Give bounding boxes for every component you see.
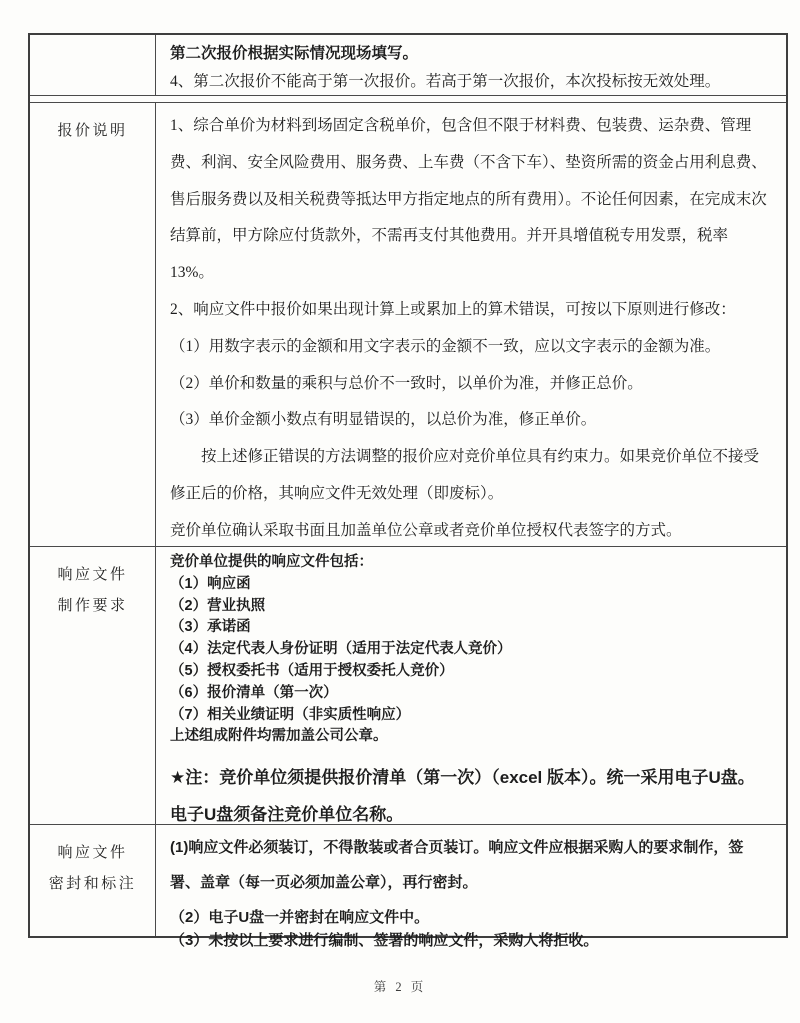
- quotation-notes-content-cell: [156, 103, 786, 546]
- doc-list-intro: 竞价单位提供的响应文件包括：: [170, 554, 373, 570]
- paragraph-unit-price: 1、综合单价为材料到场固定含税单价，包含但不限于材料费、包装费、运杂费、管理费、利润、安全风险费用、服务费、上车费（不含下车）、垫资所需的资金占用利息费、售后服务费以及相关税费等抵达甲方指定地点的所有费用）。不论任何因素，在完成末次结算前，甲方除应付货款外，不需再支付其他费用。并开具增值税专用发票，税率 13%。: [170, 117, 767, 282]
- row-label-text-line2: 密封和标注: [48, 876, 137, 892]
- sealing-rule-1: (1)响应文件必须装订，不得散装或者合页装订。响应文件应根据采购人的要求制作，签署、盖章（每一页必须加盖公章），再行密封。: [170, 839, 744, 891]
- table-row-quotation-notes: [30, 102, 786, 546]
- star-note: ★注：竞价单位须提供报价清单（第一次）（excel 版本）。统一采用电子U盘。电子U盘须备注竞价单位名称。: [170, 768, 755, 825]
- doc-list-item-4: （4）法定代表人身份证明（适用于法定代表人竞价）: [170, 641, 512, 658]
- table-row-sealing-marking: [30, 824, 786, 949]
- page-number: 第 2 页: [373, 980, 427, 994]
- carryover-content-cell: [156, 35, 786, 95]
- doc-list-outro: 上述组成附件均需加盖公司公章。: [170, 728, 388, 745]
- carryover-line-item4: 4、第二次报价不能高于第一次报价。若高于第一次报价，本次投标按无效处理。: [170, 73, 721, 90]
- double-rule-spacer: [30, 95, 786, 102]
- row-label-text-line1: 响应文件: [57, 567, 128, 583]
- paragraph-arithmetic-errors: 2、响应文件中报价如果出现计算上或累加上的算术错误，可按以下原则进行修改：: [170, 300, 736, 318]
- row-label-response-doc-requirements: [30, 547, 156, 824]
- list-item-rule2: （2）单价和数量的乘积与总价不一致时，以单价为准，并修正总价。: [170, 374, 643, 392]
- sealing-rule-3: （3）未按以上要求进行编制、签署的响应文件，采购人将拒收。: [170, 932, 599, 949]
- row-label-text-line2: 制作要求: [57, 598, 128, 614]
- table-row-response-doc-requirements: [30, 546, 786, 824]
- doc-list-item-7: （7）相关业绩证明（非实质性响应）: [170, 706, 411, 723]
- doc-list-item-6: （6）报价清单（第一次）: [170, 684, 338, 701]
- row-label-cell-empty: [30, 35, 156, 95]
- carryover-line-bold: 第二次报价根据实际情况现场填写。: [170, 45, 419, 62]
- doc-list-item-5: （5）授权委托书（适用于授权委托人竞价）: [170, 662, 454, 679]
- doc-list-item-2: （2）营业执照: [170, 597, 266, 614]
- row-label-text-line1: 响应文件: [57, 845, 128, 861]
- row-label-sealing-marking: [30, 825, 156, 936]
- list-item-rule1: （1）用数字表示的金额和用文字表示的金额不一致，应以文字表示的金额为准。: [170, 337, 721, 355]
- sealing-rule-2: （2）电子U盘一并密封在响应文件中。: [170, 909, 430, 926]
- sealing-marking-content-cell: [156, 825, 786, 949]
- doc-list-item-1: （1）响应函: [170, 575, 251, 592]
- list-item-rule3: （3）单价金额小数点有明显错误的，以总价为准，修正单价。: [170, 411, 597, 429]
- table-row-carryover: [30, 35, 786, 95]
- response-doc-content-cell: [156, 547, 786, 824]
- doc-list-item-3: （3）承诺函: [170, 619, 251, 636]
- row-label-text: 报价说明: [57, 123, 128, 139]
- bidding-requirements-table: [28, 33, 788, 949]
- paragraph-binding-force: 按上述修正错误的方法调整的报价应对竞价单位具有约束力。如果竞价单位不接受修正后的价格，其响应文件无效处理（即废标）。: [170, 448, 760, 502]
- row-label-quotation-notes: [30, 103, 156, 546]
- paragraph-confirmation-method: 竞价单位确认采取书面且加盖单位公章或者竞价单位授权代表签字的方式。: [170, 521, 682, 539]
